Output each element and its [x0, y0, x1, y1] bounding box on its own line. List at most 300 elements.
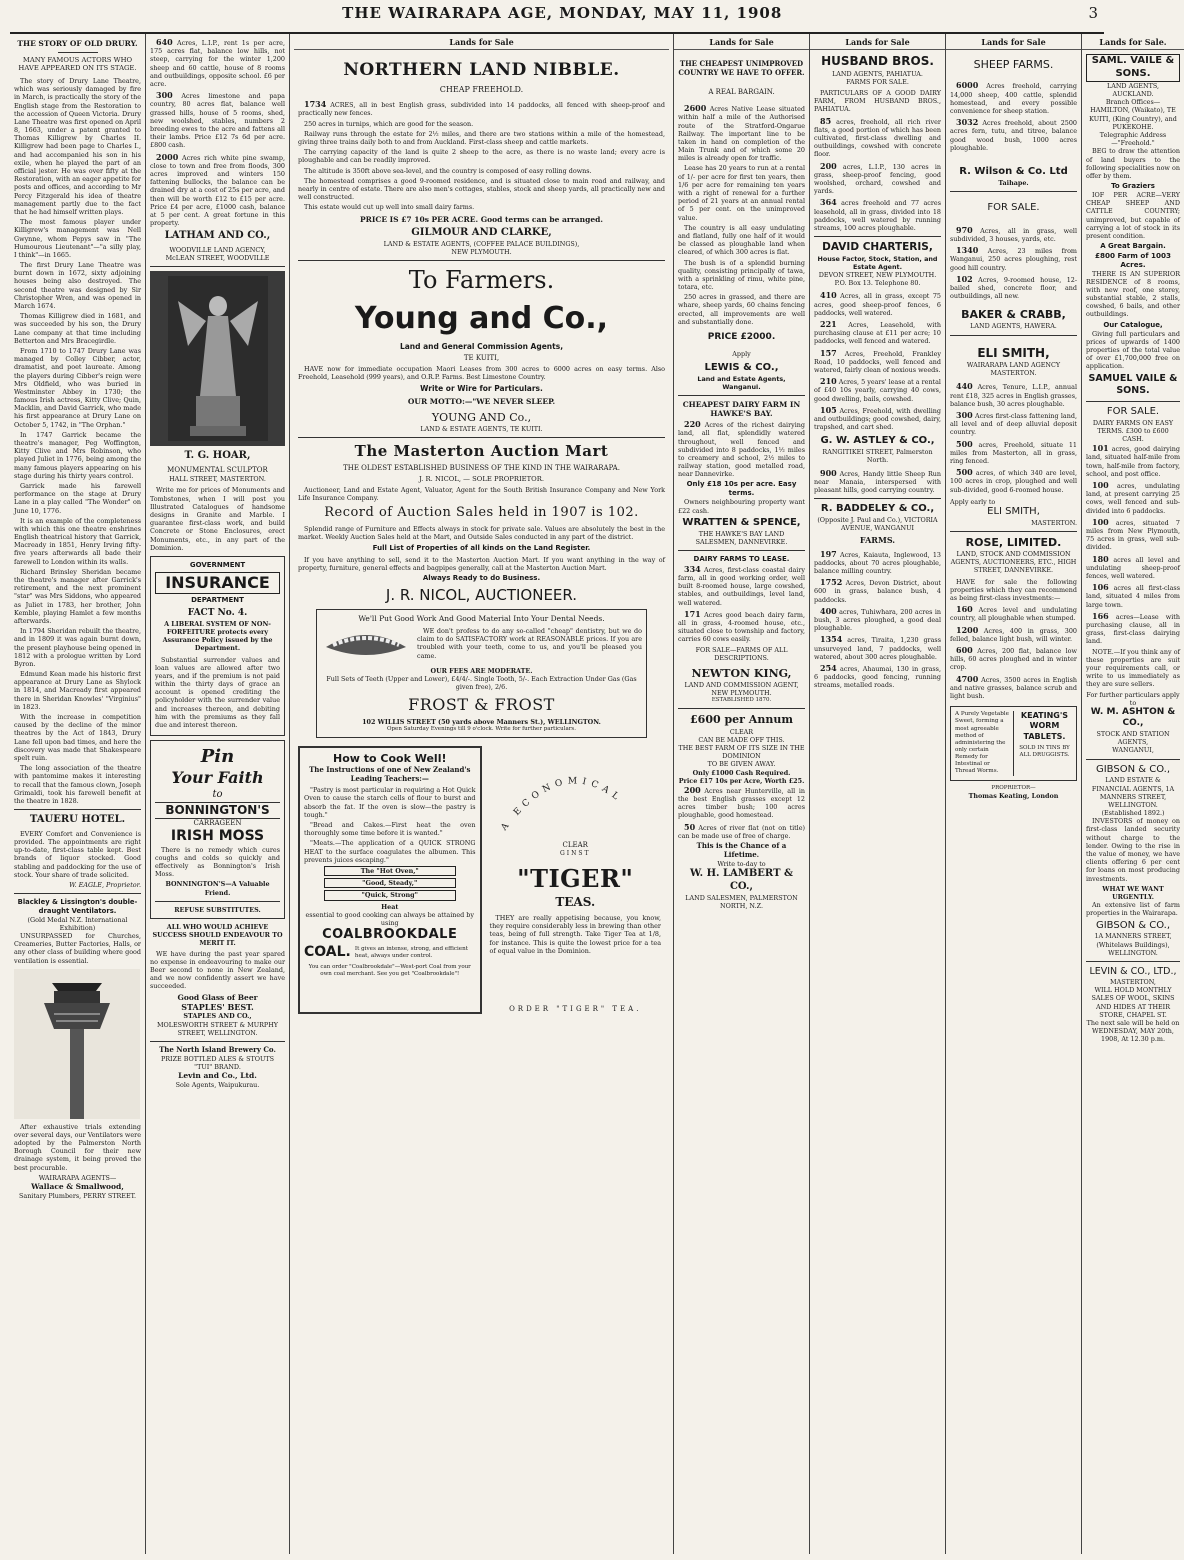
- lewis-sub: Land and Estate Agents,: [697, 374, 786, 383]
- annum-heading: £600 per Annum: [690, 713, 793, 727]
- lot-text: acres, good dairying land, situated half-mile from town, half-mile from factory, school, and post office.: [1086, 445, 1180, 478]
- lot-acres: 640: [156, 37, 173, 47]
- masthead: [10, 4, 1104, 34]
- baker-firm: BAKER & CRABB,: [961, 308, 1066, 322]
- divider: [1086, 401, 1180, 402]
- lease-paragraph: The country is all easy undulating and flatland, fully one half of it would be classed as ploughable land when cleared, of which 300 acres is flat.: [678, 223, 805, 257]
- charteris-address: DEVON STREET, NEW PLYMOUTH.: [818, 270, 937, 279]
- lot-text: Acres, Kaiauta, Inglewood, 13 paddocks, about 70 acres ploughable, balance milling country.: [814, 550, 941, 575]
- auction-mart-body-2: If you have anything to sell, send it to the Masterton Auction Mart. If you want anything in the way of property, furniture, general effects and bagpipes generally, call at the Masterton Auction Mart.: [298, 555, 665, 573]
- lot-entry: [814, 348, 941, 375]
- brewery-firm: The North Island Brewery Co.: [159, 1044, 276, 1054]
- lot-entry: [814, 319, 941, 346]
- lot-entry: [1086, 443, 1180, 478]
- lot-entry: [814, 161, 941, 196]
- lot-entry: [950, 80, 1077, 115]
- brewery-tui: "TUI" BRAND.: [194, 1063, 241, 1072]
- cook-ask: You can order "Coalbrookdale"—West-port Coal from your own coal merchant. See you get "Coalbrookdale"!: [308, 963, 471, 977]
- lot-entry: [950, 225, 1077, 243]
- annum-best: THE BEST FARM OF ITS SIZE IN THE DOMINION: [678, 743, 805, 761]
- vaile-firm: SAML. VAILE & SONS.: [1086, 54, 1180, 82]
- keating-proprietor: PROPRIETOR—: [991, 784, 1036, 791]
- divider: [678, 550, 805, 551]
- divider: [298, 260, 665, 261]
- lot-text: Acres, Tenure, L.I.P., annual rent £18, 325 acres in English grasses, balance bush, 30 acres ploughable.: [950, 383, 1077, 408]
- lot-acres: 166: [1092, 610, 1109, 621]
- lot-acres: 300: [156, 90, 173, 101]
- young-town: TE KUITI,: [463, 353, 500, 362]
- ventilator-illustration: [14, 969, 141, 1119]
- pin-refuse: REFUSE SUBSTITUTES.: [174, 905, 261, 914]
- baddeley-farms: FARMS.: [859, 535, 896, 546]
- note-body: NOTE.—If you think any of these properties are suit your requirements call, or write to us immediately as they are sure sellers.: [1086, 647, 1180, 689]
- newton-sub: LAND AND COMMISSION AGENT, NEW PLYMOUTH.: [684, 681, 799, 698]
- lease-heading: DAIRY FARMS TO LEASE.: [693, 554, 790, 563]
- latham-firm: LATHAM AND CO.,: [164, 230, 271, 242]
- story-title: THE STORY OF OLD DRURY.: [17, 39, 138, 48]
- story-paragraph: In 1747 Garrick became the theatre's manager, Peg Woffington, Kitty Clive and Mrs Robinson, who played Juliet in 1776, being among the many famous players appearing on his stage during his thirty years control.: [14, 430, 141, 480]
- young-signature-sub: LAND & ESTATE AGENTS, TE KUITI.: [420, 424, 543, 433]
- lot-acres: 50: [684, 821, 696, 832]
- divider: [155, 901, 280, 902]
- lot-text: Acres Native Lease situated within half a mile of the Authorised route of the Stratford-Ongarue Railway. The important line to be taken in hand on completion of the Main Trunk and of which some 20 miles is already open for traffic.: [678, 105, 805, 163]
- lot-acres: 102: [956, 273, 973, 284]
- lot-entry: [814, 197, 941, 232]
- lot-text: acres, of which 340 are level, 100 acres in crop, ploughed and well sub-divided, good 6-roomed house.: [950, 469, 1077, 494]
- lot-text: acres freehold and 77 acres leasehold, all in grass, divided into 18 paddocks, well watered by running streams, 100 acres ploughable.: [814, 199, 941, 232]
- keating-title: KEATING'S WORM TABLETS.: [1020, 711, 1069, 741]
- lot-entry: [150, 90, 285, 149]
- lot-entry: [950, 467, 1077, 494]
- lot-acres: 105: [820, 404, 837, 415]
- cook-steady: "Good, Steady,": [324, 878, 456, 888]
- wratten-sub: THE HAWKE'S BAY LAND SALESMEN, DANNEVIRKE.: [695, 529, 788, 546]
- pin-body: There is no remedy which cures coughs and colds so quickly and effectively as Bonnington's Irish Moss.: [155, 845, 280, 879]
- lot-text: ACRES, all in best English grass, subdivided into 14 paddocks, all fenced with sheep-proof and practically new fences.: [298, 101, 665, 118]
- nibble-paragraph: The carrying capacity of the land is quite 2 sheep to the acre, as there is no waste land; every acre is ploughable and can be readily improved.: [298, 148, 665, 165]
- column-7: [1082, 34, 1184, 1554]
- divider: [14, 809, 141, 810]
- gibson-body: INVESTORS of money on first-class landed security without charge to the lender. Owing to the rise in the value of money, we have clients offering 6 per cent for loans on most producing investments.: [1086, 817, 1180, 883]
- lot-entry: [1086, 554, 1180, 581]
- divider: [814, 498, 941, 499]
- cook-quote: "Meats.—The application of a QUICK STRONG HEAT to the surface coagulates the albumen. This prevents juices escaping.": [304, 839, 476, 864]
- vaile-branch: Branch Offices—: [1105, 98, 1161, 107]
- lewis-town: Wanganui.: [722, 382, 761, 391]
- husband-intro: PARTICULARS OF A GOOD DAIRY FARM, FROM HUSBAND BROS., PAHIATUA.: [814, 88, 941, 114]
- lot-text: Acres, Leasehold, with purchasing clause at £11 per acre; 10 paddocks, well fenced and watered.: [814, 320, 941, 346]
- lambert-firm: W. H. LAMBERT & CO.,: [689, 868, 794, 892]
- lot-acres: 6000: [956, 80, 979, 91]
- column-4: [674, 34, 810, 1554]
- cook-heat: Heat: [381, 902, 399, 911]
- pin-brand: BONNINGTON'S: [155, 802, 280, 819]
- cook-hot-oven: The "Hot Oven,": [324, 866, 456, 876]
- husband-sub: LAND AGENTS, PAHIATUA.: [832, 69, 923, 78]
- lot-text: Acres good beach dairy farm, all in grass, 4-roomed house, etc., situated close to township and factory, carries 60 cows easily.: [678, 610, 805, 644]
- cook-tiger-row: [298, 742, 665, 1018]
- young-title: Young and Co.,: [354, 301, 609, 336]
- lot-text: acres, L.I.P., 130 acres in grass, sheep-proof fencing, good woolshed, orchard, cowshed and yards.: [814, 162, 941, 196]
- coalbrookdale-advert: [298, 746, 482, 1014]
- wilson-town: Taihape.: [998, 178, 1029, 187]
- frost-address: 102 WILLIS STREET (50 yards above Manners St.), WELLINGTON.: [362, 718, 601, 727]
- wilson-firm: R. Wilson & Co. Ltd: [959, 165, 1068, 177]
- lot-entry: [678, 564, 805, 607]
- graziers-body: IOF PER ACRE—VERY CHEAP SHEEP AND CATTLE COUNTRY; unimproved, but capable of carrying a lot of stock in its present condition.: [1086, 191, 1180, 240]
- lot-text: Acres first-class fattening land, all level and of deep alluvial deposit country.: [950, 411, 1077, 437]
- brewery-body: PRIZE BOTTLED ALES & STOUTS: [160, 1054, 275, 1063]
- ventilator-title: Blackley & Lissington's double-draught Ventilators.: [17, 898, 138, 915]
- lot-acres: 334: [684, 563, 701, 574]
- gilmour-firm: GILMOUR AND CLARKE,: [411, 227, 552, 239]
- lot-text: Acres, Freehold, with dwelling and outbuildings; good cowshed, dairy, trapshed, and cart shed.: [814, 406, 941, 432]
- lot-text: Acres, 5 years' lease at a rental of £40 10s yearly, carrying 40 cows, good dwelling, bails, cowshed.: [814, 378, 941, 403]
- pin-irish-moss: IRISH MOSS: [170, 827, 265, 844]
- lot-text: Acres near Hunterville, all in the best English grasses except 12 acres timber bush; 100 acres ploughable, good homestead.: [678, 786, 805, 820]
- column-heading: Lands for Sale.: [1082, 37, 1184, 50]
- catalogue-body: Giving full particulars and prices of upwards of 1400 properties of the total value of over £1,700,000 free on application.: [1086, 329, 1180, 371]
- lambert-sub: LAND SALESMEN, PALMERSTON NORTH, N.Z.: [685, 893, 798, 910]
- gibson-signature: GIBSON & CO.,: [1095, 919, 1171, 931]
- lot-acres: 220: [684, 419, 701, 430]
- lot-acres: 4700: [956, 673, 979, 684]
- lot-acres: 2000: [156, 151, 179, 162]
- vaile-signature: SAMUEL VAILE & SONS.: [1088, 372, 1178, 396]
- lot-acres: 1354: [820, 634, 843, 645]
- tiger-bottom: ORDER "TIGER" TEA.: [509, 1004, 642, 1013]
- auction-mart-ready: Always Ready to do Business.: [422, 574, 541, 583]
- bargain-heading: A Great Bargain.: [1100, 242, 1166, 251]
- dentures-icon: [321, 627, 411, 667]
- masthead-title: THE WAIRARAPA AGE, MONDAY, MAY 11, 1908: [342, 4, 783, 22]
- lot-entry: [678, 822, 805, 840]
- insurance-department: DEPARTMENT: [191, 596, 244, 605]
- auction-mart-title: The Masterton Auction Mart: [354, 441, 609, 460]
- tiger-clear: CLEAR: [562, 841, 588, 850]
- cook-coal-sub: It gives an intense, strong, and efficient heat, always under control.: [354, 945, 468, 959]
- rose-intro: HAVE for sale the following properties which they can recommend as being first-class investments:—: [950, 577, 1077, 602]
- for-sale-heading: FOR SALE.: [987, 201, 1040, 213]
- wratten-firm: WRATTEN & SPENCE,: [682, 516, 801, 528]
- lot-text: acres all level and undulating sheep-proof fences, well watered.: [1086, 555, 1180, 581]
- lot-acres: 157: [820, 347, 837, 358]
- lot-entry: [950, 645, 1077, 672]
- cook-coal: COAL.: [304, 943, 351, 960]
- annum-clear: CLEAR: [729, 727, 754, 736]
- column-3: [290, 34, 674, 1554]
- insurance-government: GOVERNMENT: [189, 560, 246, 569]
- cook-subtitle: The Instructions of one of New Zealand's Leading Teachers:—: [309, 765, 471, 784]
- lot-acres: 1734: [304, 99, 327, 110]
- divider: [1086, 961, 1180, 962]
- story-paragraph: Garrick made his farewell performance on the stage at Drury Lane in a play called "The Wonder" on June 10, 1776.: [14, 481, 141, 515]
- lease-paragraph: The bush is of a splendid burning quality, consisting principally of tawa, with a sprinkling of rimu, white pine, totara, etc.: [678, 258, 805, 292]
- lot-acres: 100: [1092, 516, 1109, 527]
- annum-price: Price £17 10s per Acre, Worth £25.: [678, 776, 805, 785]
- want-body: An extensive list of farm properties in the Wairarapa.: [1086, 901, 1180, 918]
- vaile-towns: HAMILTON, (Waikato), TE KUITI, (King Country), and PUKEKOHE.: [1089, 106, 1177, 131]
- ventilator-firm-sub: Sanitary Plumbers, PERRY STREET.: [19, 1191, 136, 1200]
- lot-text: Acres, 200 flat, balance low hills, 60 acres ploughed and in winter crop.: [950, 646, 1077, 672]
- levin-next: The next sale will be held on WEDNESDAY, MAY 20th, 1908, At 12.30 p.m.: [1086, 1018, 1180, 1044]
- lot-text: Acres, Freehold, Frankley Road, 10 paddocks, well fenced and watered, fairly clean of noxious weeds.: [814, 349, 941, 374]
- ventilator-icon: [14, 969, 140, 1119]
- lot-acres: 3032: [956, 117, 979, 128]
- vaile-sub: LAND AGENTS, AUCKLAND.: [1106, 81, 1160, 99]
- insurance-heading: INSURANCE: [155, 572, 280, 594]
- nibble-paragraph: The altitude is 350ft above sea-level, and the country is composed of easy rolling downs.: [304, 166, 592, 175]
- column-heading: Lands for Sale: [946, 37, 1081, 50]
- frost-row: [321, 627, 642, 667]
- insurance-liberal: A LIBERAL SYSTEM OF NON-FORFEITURE protects every Assurance Policy issued by the Department.: [162, 619, 273, 653]
- lot-acres: 221: [820, 318, 837, 329]
- lot-acres: 1200: [956, 624, 979, 635]
- rose-firm: ROSE, LIMITED.: [965, 535, 1062, 549]
- farm-heading: £800 Farm of 1003 Acres.: [1095, 251, 1171, 270]
- lot-text: Acres, Devon District, about 600 in grass, balance bush, 4 paddocks.: [814, 579, 941, 604]
- story-paragraph: Richard Brinsley Sheridan became the theatre's manager after Garrick's retirement, and the next prominent "star" was Mrs Siddons, who appeared as Juliet in 1783, her brother, John Kemble, playing Hamlet a few months afterwards.: [14, 567, 141, 625]
- divider: [814, 236, 941, 237]
- lot-acres: 100: [1092, 480, 1109, 491]
- young-write: Write or Wire for Particulars.: [420, 384, 543, 394]
- lot-entry: [150, 152, 285, 228]
- auction-mart-intro: Auctioneer, Land and Estate Agent, Valuator, Agent for the South British Insurance Company and New York Life Insurance Company.: [298, 485, 665, 502]
- lot-text: acres, Ahaumai, 130 in grass, 6 paddocks, good fencing, running streams, metalled roads.: [814, 664, 941, 690]
- lot-entry: [150, 37, 285, 88]
- frost-dental-advert: [316, 609, 647, 738]
- ale-body: WE have during the past year spared no expense in endeavouring to make our Beer second to none in New Zealand, and we now confidently assert we have succeeded.: [150, 949, 285, 991]
- latham-sub: WOODVILLE LAND AGENCY,: [169, 246, 266, 255]
- price-heading: PRICE £2000.: [707, 332, 776, 343]
- annum-only: Only £1000 Cash Required.: [692, 768, 791, 777]
- lot-acres: 410: [820, 290, 837, 301]
- story-paragraph: From 1710 to 1747 Drury Lane was managed by Colley Cibber, actor, dramatist, and poet laureate. Among the players during Cibber's reign were Mrs Oldfield, who was buried in Westminster Abbey in 1730; the famous Irish actress, Kitty Clive; Quin, Macklin, and David Garrick, who made his first appearance at Drury Lane on October 5, 1742, in "The Orphan.": [14, 346, 141, 429]
- nibble-paragraph: This estate would cut up well into small dairy farms.: [304, 203, 475, 212]
- angel-monument-illustration: [150, 271, 285, 446]
- column-1: [10, 34, 146, 1554]
- lot-text: acres, Tuhiwhara, 200 acres in bush, 3 acres ploughed, a good deal ploughable.: [814, 607, 941, 633]
- divider: [678, 708, 805, 709]
- lot-entry: [814, 405, 941, 432]
- divider: [1086, 759, 1180, 760]
- tiger-teas: TEAS.: [555, 894, 596, 909]
- lot-text: Acres rich white pine swamp, close to town and free from floods, 300 acres improved and winters 150 fattening bullocks, the balance can be drained dry at a cost of 25s per acre, and then will be worth £12 to £15 per acre. Price £4 per acre, £1000 cash, balance at 5 per cent. A great fortune in this property.: [150, 153, 285, 228]
- lot-entry: [814, 376, 941, 403]
- column-2: [146, 34, 290, 1554]
- divider: [950, 191, 1077, 192]
- want-heading: WHAT WE WANT URGENTLY.: [1102, 884, 1164, 901]
- story-paragraph: The most famous player under Killigrew's management was Nell Gwynne, whom Pepys saw in "The Humourous Lieutenant"—"a silly play, I think"—in 1665.: [14, 218, 141, 259]
- story-paragraph: It is an example of the completeness with which this one theatre enshrines English theatrical history that Garrick, Macready in 1851, Henry Irving fifty-five years afterwards all bade their farewell to London within its walls.: [14, 516, 141, 566]
- auction-mart-proprietor: J. R. NICOL, — SOLE PROPRIETOR.: [418, 474, 544, 483]
- lot-entry: [950, 245, 1077, 272]
- auction-mart-signature: J. R. NICOL, AUCTIONEER.: [385, 586, 578, 605]
- story-paragraph: The story of Drury Lane Theatre, which was seriously damaged by fire in March, is practically the story of the English stage from the Restoration to the accession of Queen Victoria. Drury Lane Theatre was first opened on April 8, 1663, under a patent granted to Thomas Killigrew by Charles II. Killigrew had been page to Charles I., and had accompanied his son in his exile, when he played the part of an official jester. He was over fifty at the Restoration, with an eager appetite for posts and offices, and according to Mr Percy Fitzgerald his idea of theatre management partly due to the fact that he had himself written plays.: [14, 76, 141, 216]
- tiger-arc-path: A ECONOMICAL: [498, 776, 624, 833]
- lease-sale: FOR SALE—FARMS OF ALL DESCRIPTIONS.: [695, 645, 788, 662]
- tiger-body: THEY are really appetising because, you know, they require considerably less in brewing than other teas, being of full strength. Take Tiger Tea at 1/8, for instance. This is quite the lowest price for a tea of equal value in the Dominion.: [489, 913, 661, 955]
- frost-fees: OUR FEES ARE MODERATE.: [430, 667, 533, 676]
- story-subtitle: MANY FAMOUS ACTORS WHO HAVE APPEARED ON ITS STAGE.: [18, 55, 137, 73]
- lot-text: Acres, 400 in grass, 300 felled, balance light bush, will winter.: [950, 626, 1077, 643]
- pin-carrageen: CARRAGEEN: [193, 818, 242, 827]
- lot-entry: [950, 604, 1077, 622]
- keating-description: A Purely Vegetable Sweet, forming a most agreeable method of administering the only certain Remedy for Intestinal or Thread Worms.: [955, 711, 1014, 775]
- lot-text: Acres freehold, carrying 14,000 sheep, 400 cattle, splendid homestead, and every possible convenience for sheep station.: [950, 82, 1077, 115]
- newton-established: ESTABLISHED 1870.: [711, 697, 772, 704]
- pin-line-1: Pin: [200, 746, 235, 768]
- lot-acres: 970: [956, 224, 973, 235]
- lot-text: Acres level and undulating country, all ploughable when stumped.: [950, 606, 1077, 623]
- story-paragraph: The first Drury Lane Theatre was burnt down in 1672, sixty adjoining houses being also destroyed. The second theatre was designed by Sir Christopher Wren, and was opened in March 1674.: [14, 261, 141, 311]
- husband-farms: FARMS FOR SALE.: [846, 77, 909, 86]
- column-6: [946, 34, 1082, 1554]
- lot-acres: 364: [820, 197, 837, 208]
- gibson-established: (Established 1892.): [1101, 809, 1165, 818]
- baddeley-address: (Opposite J. Paul and Co.), VICTORIA AVENUE, WANGANUI: [817, 515, 938, 533]
- sheep-farms-heading: SHEEP FARMS.: [973, 58, 1054, 72]
- column-heading: Lands for Sale: [810, 37, 945, 50]
- divider: [298, 437, 665, 438]
- brewery-agent: Levin and Co., Ltd.: [178, 1071, 257, 1081]
- gilmour-sub: LAND & ESTATE AGENTS, (COFFEE PALACE BUILDINGS),: [383, 239, 580, 248]
- annum-given: TO BE GIVEN AWAY.: [707, 760, 776, 769]
- lot-text: Acres limestone and papa country, 80 acres flat, balance well grassed hills, house of 5 rooms, shed, new woolshed, stables, numbers 2 breeding ewes to the acre and fattens all their lambs. Price £12 7s 6d per acre. £800 cash.: [150, 92, 285, 150]
- keating-panel: [1017, 711, 1072, 775]
- eli-smith-sub: WAIRARAPA LAND AGENCY MASTERTON.: [966, 360, 1061, 378]
- young-subtitle: Land and General Commission Agents,: [399, 342, 564, 352]
- gilmour-town: NEW PLYMOUTH.: [451, 248, 512, 257]
- lot-text: Acres, all in grass, except 75 acres, good sheep-proof fences, 6 paddocks, well watered.: [814, 292, 941, 317]
- ale-invite: Good Glass of Beer: [177, 992, 258, 1002]
- keating-name: Thomas Keating, London: [968, 791, 1059, 800]
- lot-entry: [1086, 611, 1180, 646]
- ashton-firm: W. M. ASHTON & CO.,: [1090, 706, 1176, 729]
- eli-signature-town: MASTERTON.: [1031, 518, 1077, 527]
- lot-acres: 254: [820, 662, 837, 673]
- lot-entry: [814, 634, 941, 661]
- apply-label: Apply: [732, 349, 751, 358]
- baddeley-firm: R. BADDELEY & CO.,: [820, 503, 935, 515]
- auction-mart-record: Record of Auction Sales held in 1907 is 102.: [324, 504, 639, 520]
- cook-coal-row: [304, 944, 476, 962]
- ashton-sub: STOCK AND STATION AGENTS,: [1096, 729, 1170, 747]
- cheapest-heading: THE CHEAPEST UNIMPROVED COUNTRY WE HAVE TO OFFER.: [678, 59, 805, 78]
- pin-line-3: to: [212, 788, 223, 800]
- lot-acres: 400: [820, 605, 837, 616]
- levin-firm: LEVIN & CO., LTD.,: [1089, 965, 1177, 977]
- ventilator-agents: WAIRARAPA AGENTS—: [38, 1173, 117, 1182]
- column-heading: Lands for Sale: [674, 37, 809, 50]
- lot-text: Acres, 9-roomed house, 12-bailed shed, concrete floor, and outbuildings, all new.: [950, 275, 1077, 301]
- lot-entry: [814, 606, 941, 633]
- husband-firm: HUSBAND BROS.: [821, 54, 934, 69]
- vaile-telegraph: Telegraphic Address—"Freehold.": [1099, 130, 1167, 148]
- story-body: [14, 77, 141, 805]
- hoar-body: Write me for prices of Monuments and Tombstones, when I will post you Illustrated Catalogues of handsome designs in Granite and Marble. I guarantee first-class work, and build Concrete or Stone Enclosures, erect Monuments, etc., in any part of the Dominion.: [150, 486, 285, 552]
- hotel-body: EVERY Comfort and Convenience is provided. The appointments are right up-to-date, first-class table kept. Best brands of liquor stocked. Good stabling and paddocking for the use of stock. Your share of trade solicited.: [14, 829, 141, 879]
- tiger-arc-2: GINST: [559, 850, 591, 858]
- young-body: HAVE now for immediate occupation Maori Leases from 300 acres to 6000 acres on easy terms. Also Freehold, Leasehold (999 years), and O.R.P. Farms. Best Limestone Country.: [298, 364, 665, 382]
- ale-firm: STAPLES AND CO.,: [183, 1012, 252, 1021]
- story-paragraph: In 1794 Sheridan rebuilt the theatre, and in 1809 it was again burnt down, the present playhouse being opened in 1812 with a prologue written by Lord Byron.: [14, 627, 141, 668]
- nibble-price: PRICE IS £7 10s PER ACRE. Good terms can be arranged.: [360, 214, 603, 224]
- column-5: [810, 34, 946, 1554]
- eli-signature: ELI SMITH,: [987, 505, 1040, 517]
- lot-acres: 1752: [820, 577, 843, 588]
- rose-sub: LAND, STOCK AND COMMISSION AGENTS, AUCTIONEERS, ETC., HIGH STREET, DANNEVIRKE.: [950, 550, 1077, 575]
- gibson-firm: GIBSON & CO.,: [1095, 763, 1171, 775]
- lot-acres: 2600: [684, 103, 707, 114]
- lot-acres: 101: [1092, 443, 1109, 454]
- levin-town: MASTERTON,: [1110, 978, 1156, 987]
- divider: [58, 52, 98, 53]
- gibson-signature-sub: 1A MANNERS STREET, (Whitelaws Buildings), WELLINGTON.: [1094, 932, 1172, 957]
- ventilator-firm: Wallace & Smallwood,: [31, 1182, 124, 1192]
- astley-address: RANGITIKEI STREET, Palmerston North.: [822, 448, 933, 465]
- pin-friend: BONNINGTON'S—A Valuable Friend.: [165, 880, 270, 897]
- dairy-heading: CHEAPEST DAIRY FARM IN HAWKE'S BAY.: [682, 399, 801, 419]
- catalogue-heading: Our Catalogue,: [1103, 320, 1163, 329]
- page-number: 3: [1088, 4, 1098, 22]
- insurance-advert: [150, 556, 285, 736]
- lot-acres: 210: [820, 376, 837, 387]
- charteris-sub: House Factor, Stock, Station, and Estate Agent.: [817, 254, 938, 271]
- lot-entry: [950, 674, 1077, 701]
- lot-entry: [950, 625, 1077, 643]
- lot-text: Acres, all in grass, well subdivided, 3 houses, yards, etc.: [950, 226, 1077, 243]
- tiger-arc-text: [498, 777, 623, 834]
- divider: [14, 893, 141, 894]
- lot-text: acres all first-class land, situated 4 miles from large town.: [1086, 584, 1180, 609]
- lot-acres: 180: [1092, 553, 1109, 564]
- auction-mart-subtitle: THE OLDEST ESTABLISHED BUSINESS OF THE KIND IN THE WAIRARAPA.: [343, 463, 620, 472]
- lot-text: acres, Freehold, situate 11 miles from Masterton, all in grass, ring fenced.: [950, 440, 1077, 465]
- pin-line-2: Your Faith: [171, 768, 264, 788]
- divider: [150, 1041, 285, 1042]
- ale-address: MOLESWORTH STREET & MURPHY STREET, WELLINGTON.: [156, 1020, 279, 1037]
- lot-entry: [678, 103, 805, 162]
- lot-entry: [814, 663, 941, 690]
- lot-acres: 200: [820, 160, 837, 171]
- frost-firm: FROST & FROST: [408, 694, 555, 714]
- baker-sub: LAND AGENTS, HAWERA.: [970, 322, 1057, 331]
- lot-text: acres, Tiraita, 1,230 grass unsurveyed land, 7 paddocks, well watered, about 300 acres ploughable.: [814, 636, 941, 661]
- ale-intro: ALL WHO WOULD ACHIEVE SUCCESS SHOULD ENDEAVOUR TO MERIT IT.: [152, 923, 283, 948]
- lot-entry: [950, 117, 1077, 152]
- lot-entry: [950, 439, 1077, 466]
- hoar-trade: MONUMENTAL SCULPTOR: [167, 466, 268, 475]
- lease-paragraph: 250 acres in grassed, and there are whare, sheep yards, 60 chains fencing erected, all improvements are well and substantially done.: [678, 293, 805, 326]
- lot-text: acres—Lease with purchasing clause, all in grass, first-class dairying land.: [1086, 612, 1180, 646]
- lot-acres: 1340: [956, 245, 979, 256]
- lot-entry: [950, 410, 1077, 437]
- annum-write: Write to-day to: [717, 860, 766, 868]
- auction-mart-body: Splendid range of Furniture and Effects always in stock for private sale. Values are absolutely the best in the market. Weekly Auction Sales held at the Mart, and Outside Sales conducted in any part of the district.: [298, 524, 665, 541]
- lot-text: Acres, 3500 acres in English and native grasses, balance scrub and light bush.: [950, 675, 1077, 701]
- further-label: For further particulars apply to: [1086, 690, 1180, 707]
- lot-entry: [814, 290, 941, 317]
- lot-entry: [814, 577, 941, 604]
- nibble-paragraph: The homestead comprises a good 9-roomed residence, and is situated close to main road and railway, and nearly in centre of estate. There are also men's cottages, stables, stock and sheep yards, all practically new and well constructed.: [298, 176, 665, 202]
- lot-text: acres, situated 7 miles from New Plymouth, 75 acres in grass, well sub-divided.: [1086, 518, 1180, 552]
- ventilator-body: UNSURPASSED for Churches, Creameries, Butter Factories, Halls, or any other class of building where good ventilation is essential.: [14, 931, 141, 965]
- lot-acres: 500: [956, 438, 973, 449]
- divider: [678, 395, 805, 396]
- cook-title: How to Cook Well!: [333, 752, 447, 766]
- bargain-heading: A REAL BARGAIN.: [708, 88, 775, 97]
